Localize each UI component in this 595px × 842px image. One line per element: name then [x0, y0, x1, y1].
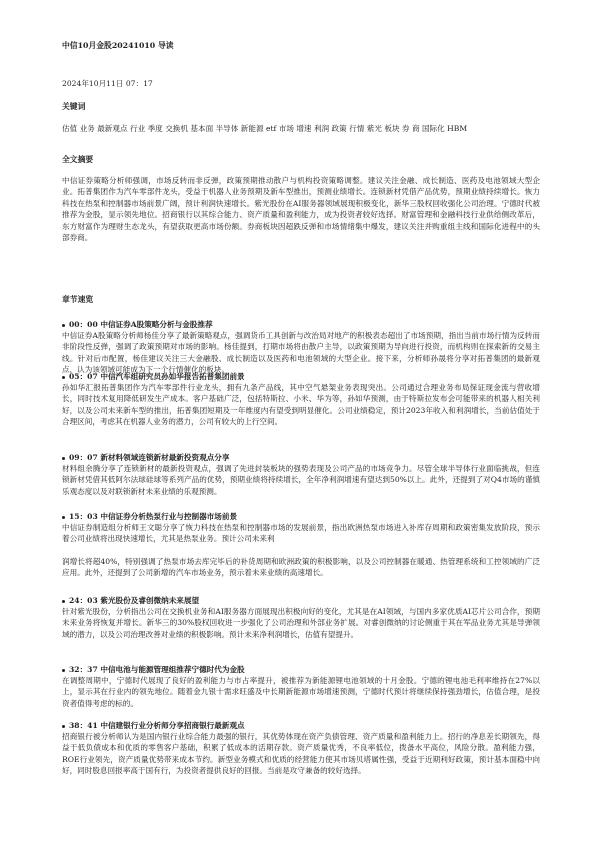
section-heading: 00：00 中信证券A股策略分析与金股推荐: [62, 319, 213, 330]
keywords-text: 估值 业务 最新观点 行业 季度 交换机 基本面 半导体 新能源 etf 市场 增速 利润 政策 行情 紫光 板块 券 商 国际化 HBM: [62, 124, 468, 133]
section-heading: 15：03 中信证券分析热泵行业与控制器市场前景: [62, 511, 237, 522]
section-body: 招商银行被分析师认为是国内银行业综合能力最强的银行，其优势体现在资产负债管理、资产质量和盈利能力上。招行的净息差长期领先，得益于低负债成本和优质的零售客户基础，积累了低成本的活期存款。资产质量优秀，不良率低位，拨备水平高位，风险分散。盈利能力强，ROE行业领先，资产质量优势带来成本节约。新型业务模式和优质的经营能力使其市场贝塔属性强，受益于近期利好政策，预计基本面稳中向好，同时股息回报率高于国有行，为投资者提供良好的回报。当前是攻守兼备的较好选择。: [62, 732, 540, 776]
summary-heading: 全文摘要: [62, 155, 94, 164]
bullet-icon: [62, 457, 65, 460]
section-body: 针对紫光股份，分析指出公司在交换机业务和AI服务器方面展现出积极向好的变化，尤其是在AI领域，与国内多家优质AI芯片公司合作，预期未来业务将恢复并增长。新华三的30%股权回收进一步强化了公司治理和外部业务扩展。对睿创微纳的讨论侧重于其在军品业务尤其是导弹领域的潜力，以及公司治理改善对业绩的积极影响。预计未来净利润增长，估值有望提升。: [62, 607, 540, 639]
section-heading: 32：37 中信电池与能源管理组推荐宁德时代为金股: [62, 664, 245, 675]
section-body-continued: 润增长将超40%，特别强调了热泵市场去库完毕后的补货周期和欧洲政策的积极影响，以及公司控制器在暖通、热管理系统和工控领域的广泛应用。此外，还提到了公司新增的汽车市场业务，预示着未来业绩的高速增长。: [62, 557, 540, 578]
summary-text: 中信证券策略分析师强调，市场反转而非反弹，政策预期推动散户与机构投资策略调整。建议关注金融、成长制造、医药及电池领域大型企业。拓普集团作为汽车零部件龙头，受益于机器人业务预期及新车型推出，预测业绩增长。连锁新材凭借产品优势，预期业绩持续增长。恢力科技在热泵和控制器市场前景广阔，预计利润快速增长。紫光股份在AI服务器领域展现积极变化，新华三股权回收强化公司治理。宁德时代被推荐为金股，显示领先地位。招商银行以其综合能力、资产质量和盈利能力，成为投资者较好选择。财富管理和金融科技行业供给侧改革后，东方财富作为理财生态龙头，有望获取更高市场份额。券商板块因超跌反弹和市场情绪集中爆发，建议关注并购重组主线和国际化进程中的头部券商。: [62, 176, 540, 243]
bullet-icon: [62, 725, 65, 728]
doc-datetime: 2024年10月11日 07：17: [62, 79, 153, 88]
section-body: 材料组余腾分享了连锁新材的最新投资观点，强调了先进封装板块的强势表现及公司产品的市场竞争力。尽管全球半导体行业面临挑战，但连锁新材凭借其低阿尔法球硅球等系列产品的优势，预期业绩将持续增长，全年净利润增速有望达到50%以上。此外，还提到了对Q4市场的谨慎乐观态度以及对联锁新材未来业绩的乐观预测。: [62, 464, 540, 496]
section-heading: 05：07 中信汽车组研究员孙如华报告拓普集团前景: [62, 371, 245, 382]
keywords-heading: 关键词: [62, 102, 86, 111]
chapters-heading: 章节速览: [62, 295, 94, 304]
section-body: 在调整周期中，宁德时代展现了良好的盈利能力与市占率提升，被推荐为新能源锂电池领域的十月金股。宁德的锂电池毛利率维持在27%以上，显示其在行业内的领先地位。随着金九银十需求旺盛及中长期新能源市场增速预测，宁德时代预计将继续保持强劲增长，估值合理，是投资者值得考虑的标的。: [62, 676, 540, 708]
bullet-icon: [62, 516, 65, 519]
section-body: 中信证券制造组分析师王文聪分享了恢力科技在热泵和控制器市场的发展前景，指出欧洲热泵市场进入补库存周期和政策密集发放阶段，预示着公司业绩将出现快速增长，尤其是热泵业务。预计公司未来利: [62, 523, 540, 544]
bullet-icon: [62, 600, 65, 603]
bullet-icon: [62, 376, 65, 379]
bullet-icon: [62, 669, 65, 672]
section-heading: 24：03 紫光股份及睿创微纳未来展望: [62, 595, 199, 606]
section-heading: 09：07 新材料领域连锁新材最新投资观点分享: [62, 452, 229, 463]
section-body: 孙如华汇报拓普集团作为汽车零部件行业龙头，拥有九条产品线，其中空气悬架业务表现突出。公司通过合理业务布局保证现金流与营收增长，同时技术复用降低研发生产成本。客户基础广泛，包括特斯拉、小米、华为等，孙如华预测，由于特斯拉发布会可能带来的机器人相关利好，以及公司未来新车型的推出，拓普集团短期及一年维度内有望受到明显催化。公司业绩稳定，预计2023年收入和利润增长，当前估值处于合理区间，考虑其在机器人业务的潜力，公司有较大的上行空间。: [62, 383, 540, 427]
doc-title: 中信10月金股20241010 导读: [62, 41, 174, 50]
bullet-icon: [62, 324, 65, 327]
section-body: 中信证券A股策略分析师杨佳分享了最新策略观点，强调货币工具创新与改治局对地产的积极表态超出了市场预期，指出当前市场行情为反转而非阶段性反弹，强调了政策预期对市场的影响。杨佳提到，打期市场将由散户主导，以政策预期为导向进行投资，而机构则在探索新的交易主线。针对后市配置，杨佳建议关注三大金融股、成长制造以及医药和电池领域的大型企业。接下来，分析师孙晟将分享对拓普集团的最新观点，认为该领域可能成为下一个行情催化的板块。: [62, 331, 540, 375]
section-heading: 38：41 中信建银行业分析师分享招商银行最新观点: [62, 720, 245, 731]
